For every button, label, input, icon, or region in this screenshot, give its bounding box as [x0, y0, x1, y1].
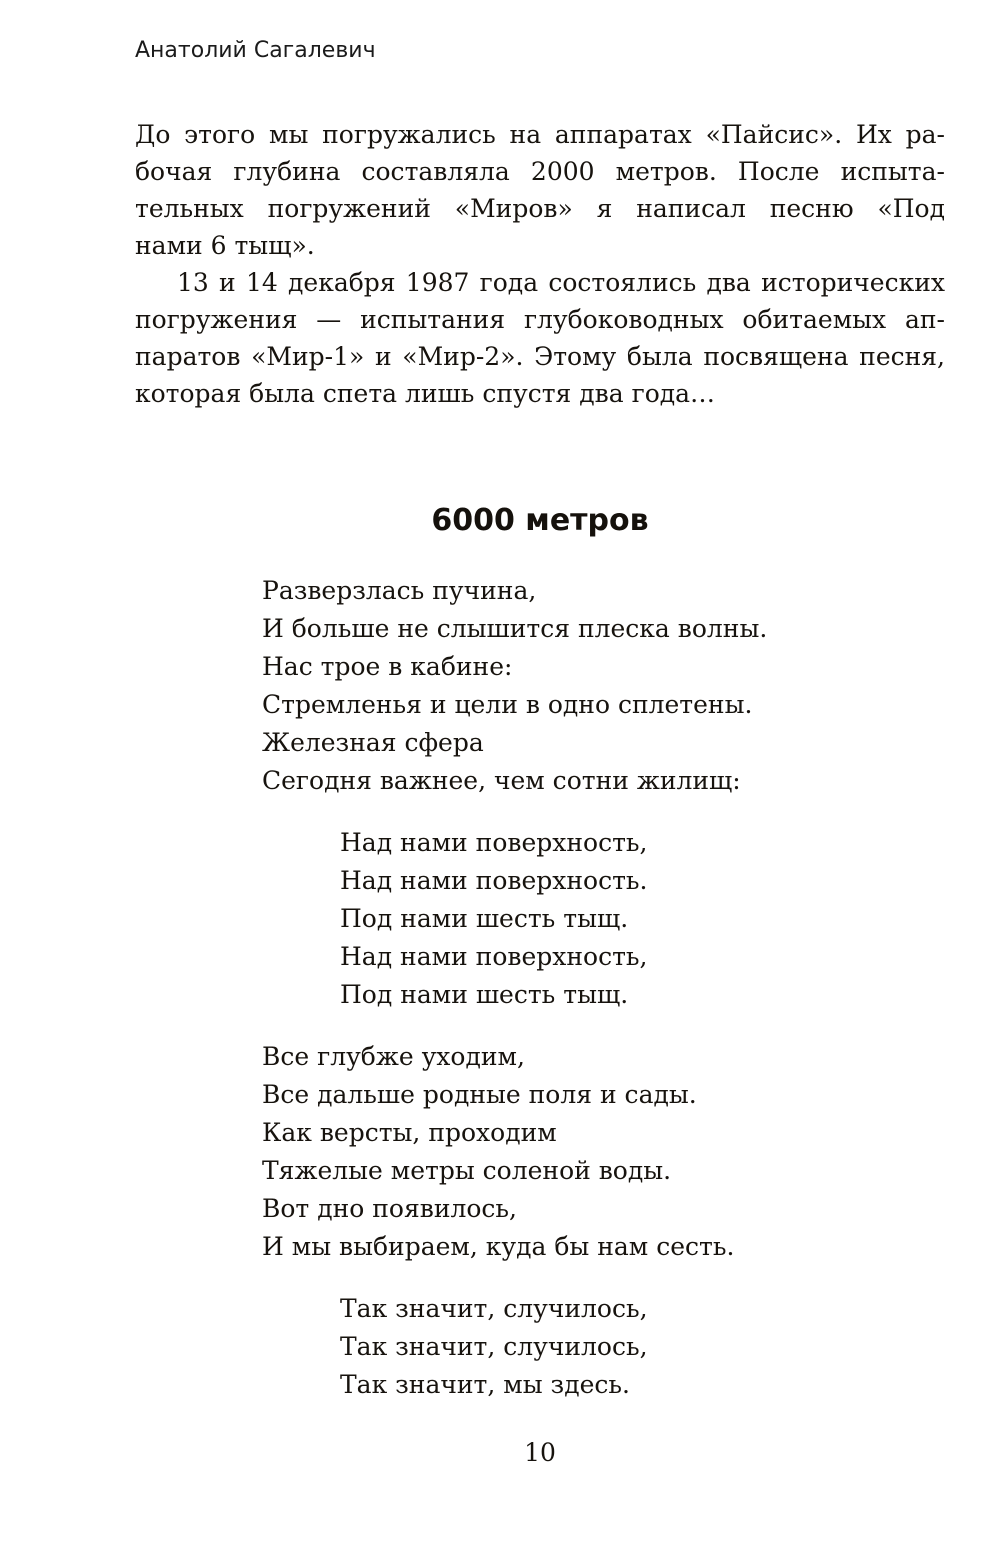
page-number: 10	[524, 1438, 556, 1467]
lyric-line: И больше не слышится плеска волны.	[262, 614, 768, 643]
prose-line: нами 6 тыщ».	[135, 231, 315, 260]
lyric-line: Железная сфера	[262, 728, 484, 757]
lyric-line: Под нами шесть тыщ.	[340, 980, 629, 1009]
chorus-stanza	[340, 1290, 945, 1404]
lyric-line: Все глубже уходим,	[262, 1042, 525, 1071]
lyric-line: Над нами поверхность,	[340, 828, 648, 857]
chorus-stanza	[340, 824, 945, 1014]
prose-line: 13 и 14 декабря 1987 года состоялись два исторических	[177, 268, 945, 297]
prose-line: тельных погружений «Миров» я написал песню «Под	[135, 194, 945, 223]
lyric-line: Сегодня важнее, чем сотни жилищ:	[262, 766, 741, 795]
lyric-line: Над нами поверхность,	[340, 942, 648, 971]
prose-section	[135, 116, 945, 412]
paragraph	[135, 264, 945, 412]
lyric-line: Так значит, случилось,	[340, 1332, 648, 1361]
lyric-line: Над нами поверхность.	[340, 866, 648, 895]
running-header-author: Анатолий Сагалевич	[135, 38, 376, 63]
song-lyrics	[135, 572, 945, 1404]
lyric-line: Вот дно появилось,	[262, 1194, 517, 1223]
lyric-line: Разверзлась пучина,	[262, 576, 537, 605]
verse-stanza	[262, 572, 945, 800]
verse-stanza	[262, 1038, 945, 1266]
lyric-line: Как версты, проходим	[262, 1118, 557, 1147]
lyric-line: Так значит, случилось,	[340, 1294, 648, 1323]
prose-line: которая была спета лишь спустя два года…	[135, 379, 716, 408]
paragraph	[135, 116, 945, 264]
lyric-line: Так значит, мы здесь.	[340, 1370, 630, 1399]
page-content	[135, 0, 945, 1551]
song-title: 6000 метров	[431, 503, 649, 538]
prose-line: погружения — испытания глубоководных обитаемых ап-	[135, 305, 945, 334]
lyric-line: Нас трое в кабине:	[262, 652, 513, 681]
prose-line: бочая глубина составляла 2000 метров. После испыта-	[135, 157, 945, 186]
prose-line: паратов «Мир-1» и «Мир-2». Этому была посвящена песня,	[135, 342, 945, 371]
lyric-line: Тяжелые метры соленой воды.	[262, 1156, 672, 1185]
lyric-line: Все дальше родные поля и сады.	[262, 1080, 697, 1109]
lyric-line: Под нами шесть тыщ.	[340, 904, 629, 933]
lyric-line: И мы выбираем, куда бы нам сесть.	[262, 1232, 735, 1261]
lyric-line: Стремленья и цели в одно сплетены.	[262, 690, 753, 719]
prose-line: До этого мы погружались на аппаратах «Пайсис». Их ра-	[135, 120, 945, 149]
